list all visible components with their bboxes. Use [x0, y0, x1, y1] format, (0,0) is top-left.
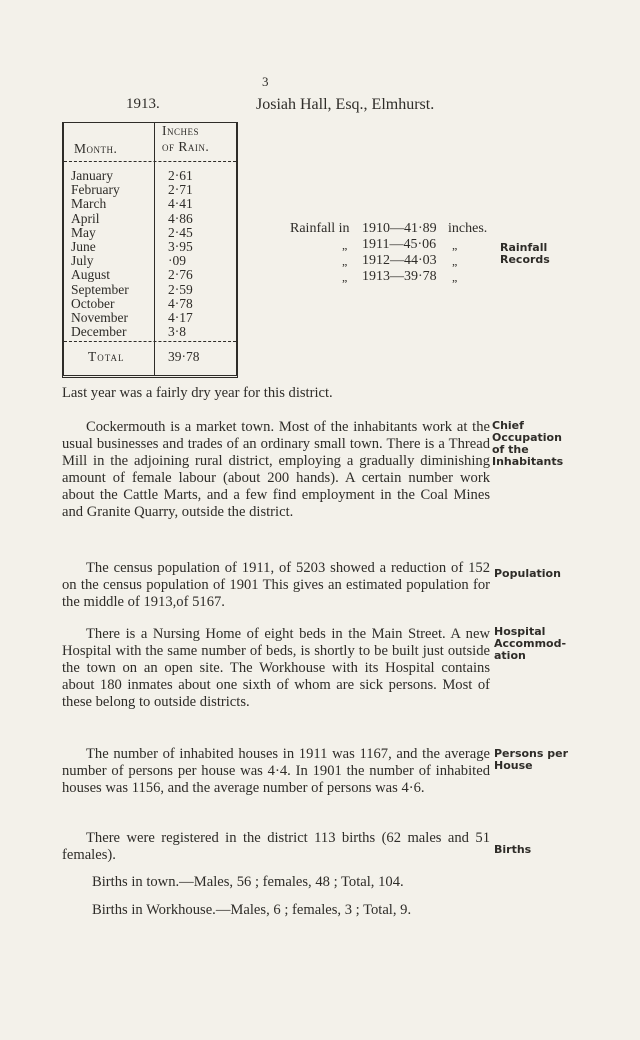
rainfall-table: [62, 122, 238, 378]
table-row: [64, 297, 236, 311]
month-cell: March: [71, 196, 107, 212]
ditto-mark: „: [342, 238, 348, 252]
column-header-inches: [162, 123, 209, 155]
report-year: 1913.: [126, 96, 160, 112]
month-cell: July: [71, 253, 94, 269]
margin-note-line: Persons per: [494, 747, 569, 760]
paragraph-hospital: There is a Nursing Home of eight beds in the Main Street. A new Hospital with the same number of beds, is shortly to be built just outside the town on an open site. The Workhouse with its Hospital contains about 180 inmates about one sixth of whom are sick persons. Most of these belong to outside districts.: [62, 626, 490, 710]
births-in-town: Births in town.—Males, 56 ; females, 48 ; Total, 104.: [92, 874, 404, 890]
column-header-inches-line1: Inches: [162, 123, 200, 138]
rainfall-year-1910: 1910—41·89: [362, 221, 437, 236]
month-cell: August: [71, 267, 111, 283]
table-row: [64, 197, 236, 211]
paragraph-persons-per-house: The number of inhabited houses in 1911 was 1167, and the average number of persons per house was 4·4. In 1901 the number of inhabited houses was 1156, and the average number of persons was 4·6.: [62, 746, 490, 796]
margin-note-hospital: [494, 626, 566, 662]
table-row: [64, 254, 236, 268]
table-row: [64, 183, 236, 197]
month-cell: April: [71, 210, 100, 226]
margin-note-line: Chief: [492, 419, 524, 432]
inches-cell: 4·86: [168, 210, 193, 226]
inches-cell: 4·41: [168, 196, 193, 212]
paragraph-births: There were registered in the district 113 births (62 males and 51 females).: [62, 830, 490, 863]
ditto-mark: „: [342, 254, 348, 268]
margin-note-line: Rainfall: [500, 241, 548, 254]
margin-note-line: Inhabitants: [492, 455, 564, 468]
margin-note-births: Births: [494, 843, 532, 856]
births-in-workhouse: Births in Workhouse.—Males, 6 ; females, 3 ; Total, 9.: [92, 902, 412, 918]
margin-note-persons-per-house: [494, 748, 568, 772]
observer-name: Josiah Hall, Esq., Elmhurst.: [256, 96, 435, 113]
ditto-mark: „: [452, 238, 458, 252]
inches-cell: ·09: [168, 253, 186, 269]
month-cell: October: [71, 295, 115, 311]
margin-note-line: Accommod-: [494, 637, 567, 650]
table-row: [64, 311, 236, 325]
month-cell: May: [71, 224, 96, 240]
table-row: [64, 169, 236, 183]
month-cell: December: [71, 324, 127, 340]
table-row: [64, 325, 236, 339]
paragraph-population: The census population of 1911, of 5203 showed a reduction of 152 on the census population of 1901 This gives an estimated population for the middle of 1913,of 5167.: [62, 560, 490, 610]
table-rows: [64, 169, 236, 339]
paragraph-dry-year: Last year was a fairly dry year for this district.: [62, 385, 333, 401]
ditto-mark: „: [452, 270, 458, 284]
margin-note-line: Occupation: [492, 431, 562, 444]
table-row: [64, 212, 236, 226]
margin-note-line: House: [494, 759, 533, 772]
inches-cell: 2·59: [168, 281, 193, 297]
margin-note-line: ation: [494, 649, 526, 662]
month-cell: February: [71, 182, 120, 198]
rainfall-unit: inches.: [448, 221, 488, 236]
inches-cell: 4·78: [168, 295, 193, 311]
margin-note-chief-occupation: [492, 420, 563, 468]
inches-cell: 3·8: [168, 324, 186, 340]
inches-cell: 2·61: [168, 168, 193, 183]
margin-note-line: of the: [492, 443, 529, 456]
month-cell: November: [71, 309, 128, 325]
inches-cell: 2·71: [168, 182, 193, 198]
table-row: [64, 283, 236, 297]
month-cell: January: [71, 168, 113, 183]
margin-note-line: Hospital: [494, 625, 546, 638]
inches-cell: 2·76: [168, 267, 193, 283]
header-rule: [64, 161, 236, 162]
rainfall-year-1911: 1911—45·06: [362, 237, 437, 252]
margin-note-line: Records: [500, 253, 550, 266]
total-value: 39·78: [168, 349, 200, 364]
table-row: [64, 240, 236, 254]
inches-cell: 4·17: [168, 309, 193, 325]
total-rule: [64, 341, 236, 342]
table-row: [64, 226, 236, 240]
inches-cell: 3·95: [168, 238, 193, 254]
column-header-inches-line2: of Rain.: [162, 139, 210, 154]
margin-note-population: Population: [494, 567, 561, 580]
table-row: [64, 268, 236, 282]
total-label: Total: [88, 349, 125, 364]
rainfall-year-1913: 1913—39·78: [362, 269, 437, 284]
inches-cell: 2·45: [168, 224, 193, 240]
rainfall-lead: Rainfall in: [290, 221, 350, 236]
column-header-month: Month.: [74, 141, 118, 156]
margin-note-rainfall-records: [500, 242, 550, 266]
rainfall-year-1912: 1912—44·03: [362, 253, 437, 268]
paragraph-occupation: Cockermouth is a market town. Most of the inhabitants work at the usual businesses and trades of an ordinary small town. There is a Thread Mill in the adjoining rural district, employing a gradually diminishing amount of female labour (about 200 hands). A certain number work about the Cattle Marts, and a few find employment in the Coal Mines and Granite Quarry, outside the district.: [62, 419, 490, 520]
ditto-mark: „: [342, 270, 348, 284]
ditto-mark: „: [452, 254, 458, 268]
month-cell: September: [71, 281, 129, 297]
page-number: 3: [262, 74, 269, 89]
month-cell: June: [71, 238, 96, 254]
